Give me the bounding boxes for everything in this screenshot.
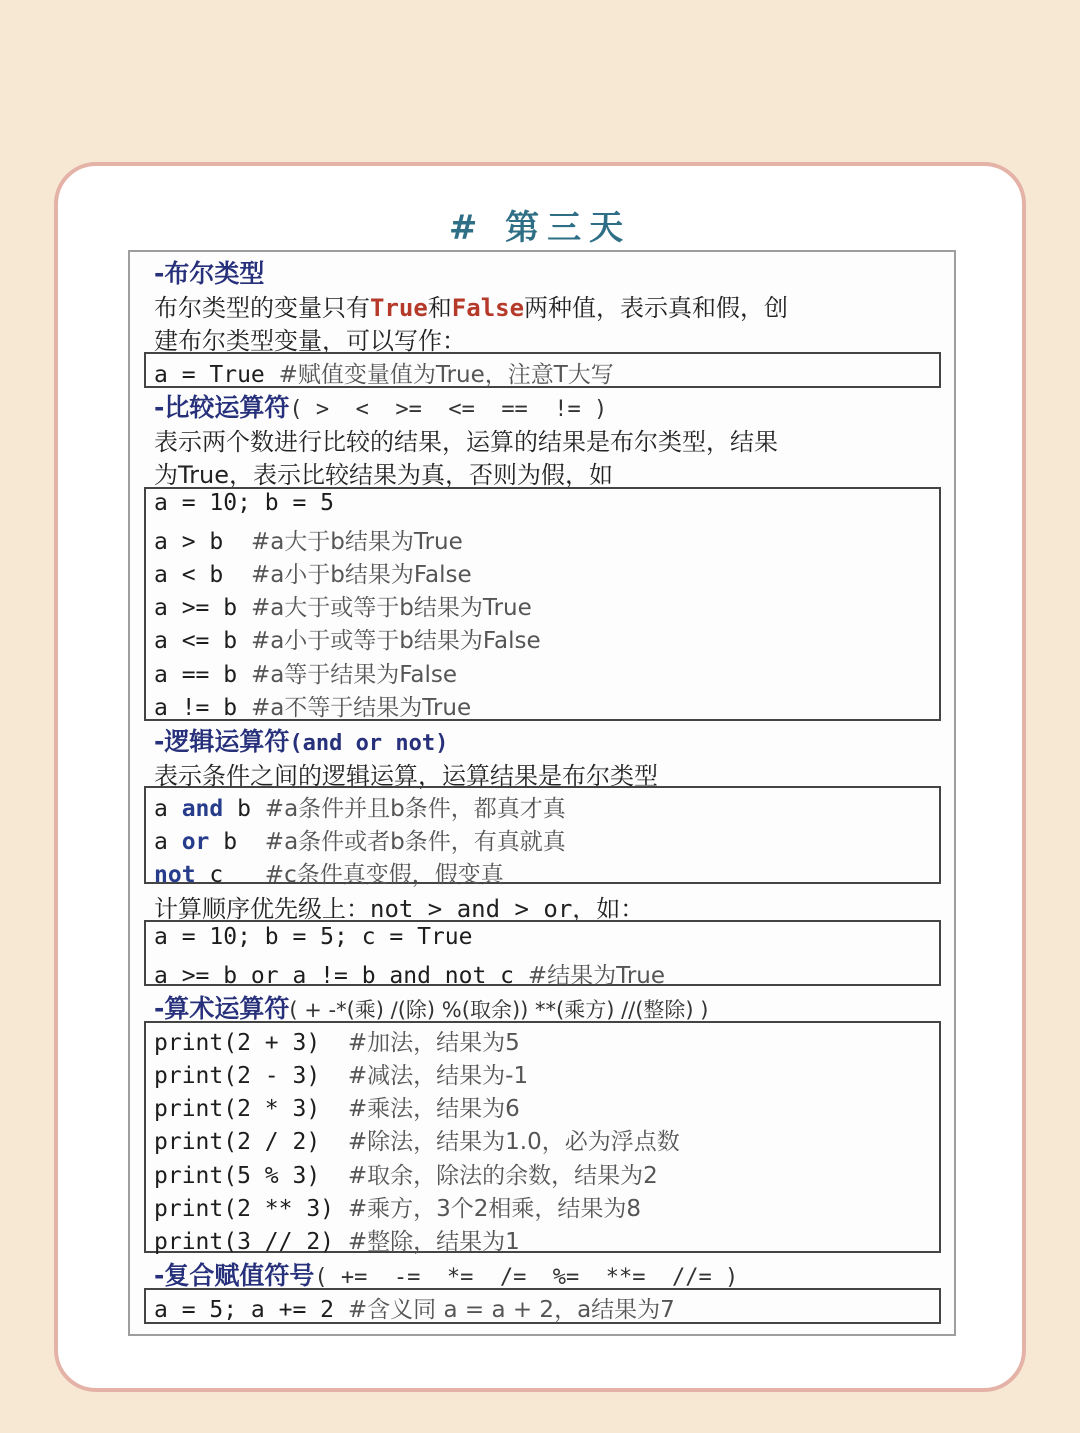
arith-code-line: print(2 + 3) #加法，结果为5 xyxy=(154,1030,520,1056)
logic-code-line: not c #c条件真变假，假变真 xyxy=(154,862,504,888)
compare-code-line: a < b #a小于b结果为False xyxy=(154,562,472,588)
compare-code-line: a != b #a不等于结果为True xyxy=(154,695,472,721)
arith-code-line: print(3 // 2) #整除，结果为1 xyxy=(154,1229,520,1255)
arith-code-line: print(2 ** 3) #乘方，3个2相乘，结果为8 xyxy=(154,1196,642,1222)
priority-code-line-2: a >= b or a != b and not c #结果为True xyxy=(154,963,665,989)
compare-desc-line-1: 表示两个数进行比较的结果，运算的结果是布尔类型，结果 xyxy=(154,428,778,456)
bool-desc-line-2: 建布尔类型变量，可以写作： xyxy=(154,327,466,355)
logic-code-line: a and b #a条件并且b条件，都真才真 xyxy=(154,796,566,822)
logic-desc: 表示条件之间的逻辑运算，运算结果是布尔类型 xyxy=(154,762,658,790)
compare-code-line: a <= b #a小于或等于b结果为False xyxy=(154,628,541,654)
priority-line: 计算顺序优先级上：not > and > or，如： xyxy=(154,895,645,923)
compare-code-line: a >= b #a大于或等于b结果为True xyxy=(154,595,532,621)
arith-code-line: print(5 % 3) #取余，除法的余数，结果为2 xyxy=(154,1163,658,1189)
bool-code-line: a = True #赋值变量值为True，注意T大写 xyxy=(154,362,614,388)
bool-desc-line-1: 布尔类型的变量只有True和False两种值，表示真和假，创 xyxy=(154,294,789,322)
arith-code-line: print(2 * 3) #乘法，结果为6 xyxy=(154,1096,520,1122)
bool-heading: -布尔类型 xyxy=(154,259,265,288)
logic-heading: -逻辑运算符(and or not) xyxy=(154,727,449,756)
compare-code-line: a = 10; b = 5 xyxy=(154,490,335,516)
arith-heading: -算术运算符( + -*(乘) /(除) %(取余)) **(乘方) //(整除) ) xyxy=(154,994,709,1023)
compare-code-line: a == b #a等于结果为False xyxy=(154,662,458,688)
arith-code-line: print(2 / 2) #除法，结果为1.0，必为浮点数 xyxy=(154,1129,680,1155)
compare-heading: -比较运算符( > < >= <= == != ) xyxy=(154,393,608,422)
page-title: # 第三天 xyxy=(448,208,632,248)
compare-desc-line-2: 为True，表示比较结果为真，否则为假，如 xyxy=(154,461,613,489)
arith-code-line: print(2 - 3) #减法，结果为-1 xyxy=(154,1063,529,1089)
priority-code-line-1: a = 10; b = 5; c = True xyxy=(154,924,473,950)
logic-code-line: a or b #a条件或者b条件，有真就真 xyxy=(154,829,566,855)
assign-code-line: a = 5; a += 2 #含义同 a = a + 2，a结果为7 xyxy=(154,1297,675,1323)
assign-heading: -复合赋值符号( += -= *= /= %= **= //= ) xyxy=(154,1261,739,1290)
compare-code-line: a > b #a大于b结果为True xyxy=(154,529,463,555)
